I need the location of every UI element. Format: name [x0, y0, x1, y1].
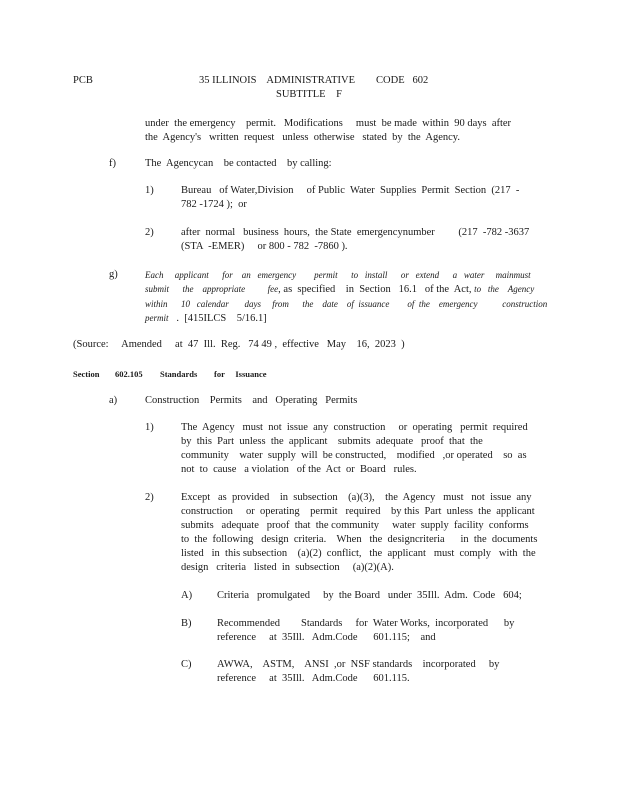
- item-g-line-3: within 10 calendar days from the date of issuance of the emergency construction: [145, 299, 548, 309]
- item-f-text: The Agencycan be contacted by calling:: [145, 158, 332, 169]
- section-number: 602.105: [115, 369, 143, 379]
- item-B-label: B): [181, 618, 192, 629]
- source-note: (Source: Amended at 47 Ill. Reg. 74 49 , effective May 16, 2023 ): [73, 339, 405, 350]
- continuation-line-1: under the emergency permit. Modifications must be made within 90 days after: [145, 118, 512, 129]
- item-a-1-line-4: not to cause a violation of the Act or Board rules.: [181, 464, 417, 475]
- item-a-2-line-4: to the following design criteria. When the designcriteria in the documents: [181, 534, 538, 545]
- item-a-1-line-3: community water supply will be constructed, modified ,or operated so as: [181, 450, 527, 461]
- item-B-line-1: Recommended Standards for Water Works, incorporated by: [217, 618, 515, 629]
- item-f-1-line-2: 782 -1724 ); or: [181, 199, 247, 210]
- item-a-2-line-3: submits adequate proof that the community water supply facility conforms: [181, 520, 529, 531]
- item-C-label: C): [181, 659, 192, 670]
- section-title-b: for Issuance: [214, 369, 267, 379]
- item-g-line-2: [145, 282, 534, 297]
- item-a-2-line-1: Except as provided in subsection (a)(3), the Agency must not issue any: [181, 492, 532, 503]
- item-a-label: a): [109, 395, 118, 406]
- item-a-text: Construction Permits and Operating Permits: [145, 395, 358, 406]
- item-g-line-2-b: , as specified in Section 16.1 of the Act,: [278, 284, 472, 295]
- item-g-label: g): [109, 269, 118, 280]
- item-g-line-4-a: permit: [145, 313, 169, 323]
- item-f-2-label: 2): [145, 227, 154, 238]
- item-a-1-line-2: by this Part unless the applicant submits adequate proof that the: [181, 436, 483, 447]
- item-C-line-1: AWWA, ASTM, ANSI ,or NSF standards incorporated by: [217, 659, 500, 670]
- section-label: Section: [73, 369, 100, 379]
- item-f-label: f): [109, 158, 116, 169]
- item-f-1-line-1: Bureau of Water,Division of Public Water Supplies Permit Section (217 -: [181, 185, 520, 196]
- header-subtitle: SUBTITLE F: [276, 89, 342, 100]
- continuation-line-2: the Agency's written request unless otherwise stated by the Agency.: [145, 132, 460, 143]
- item-g-line-2-c: to the Agency: [474, 284, 535, 294]
- item-f-1-label: 1): [145, 185, 154, 196]
- item-B-line-2: reference at 35Ill. Adm.Code 601.115; and: [217, 632, 436, 643]
- header-left: PCB: [73, 75, 93, 86]
- item-g-line-4: [145, 311, 267, 326]
- item-f-2-line-2: (STA -EMER) or 800 - 782 -7860 ).: [181, 241, 348, 252]
- item-g-line-2-a: submit the appropriate fee: [145, 284, 279, 294]
- item-g-line-1: Each applicant for an emergency permit to install or extend a water mainmust: [145, 270, 531, 280]
- item-a-2-label: 2): [145, 492, 154, 503]
- item-f-2-line-1: after normal business hours, the State emergencynumber (217 -782 -3637: [181, 227, 530, 238]
- header-title: 35 ILLINOIS ADMINISTRATIVE CODE 602: [199, 75, 429, 86]
- item-a-2-line-6: design criteria listed in subsection (a)(2)(A).: [181, 562, 394, 573]
- item-a-2-line-5: listed in this subsection (a)(2) conflict, the applicant must comply with the: [181, 548, 536, 559]
- item-a-2-line-2: construction or operating permit required by this Part unless the applicant: [181, 506, 535, 517]
- section-title-a: Standards: [160, 369, 198, 379]
- item-a-1-line-1: The Agency must not issue any construction or operating permit required: [181, 422, 528, 433]
- item-C-line-2: reference at 35Ill. Adm.Code 601.115.: [217, 673, 410, 684]
- item-a-1-label: 1): [145, 422, 154, 433]
- item-A-text: Criteria promulgated by the Board under 35Ill. Adm. Code 604;: [217, 590, 522, 601]
- item-A-label: A): [181, 590, 193, 601]
- item-g-line-4-b: . [415ILCS 5/16.1]: [176, 313, 267, 324]
